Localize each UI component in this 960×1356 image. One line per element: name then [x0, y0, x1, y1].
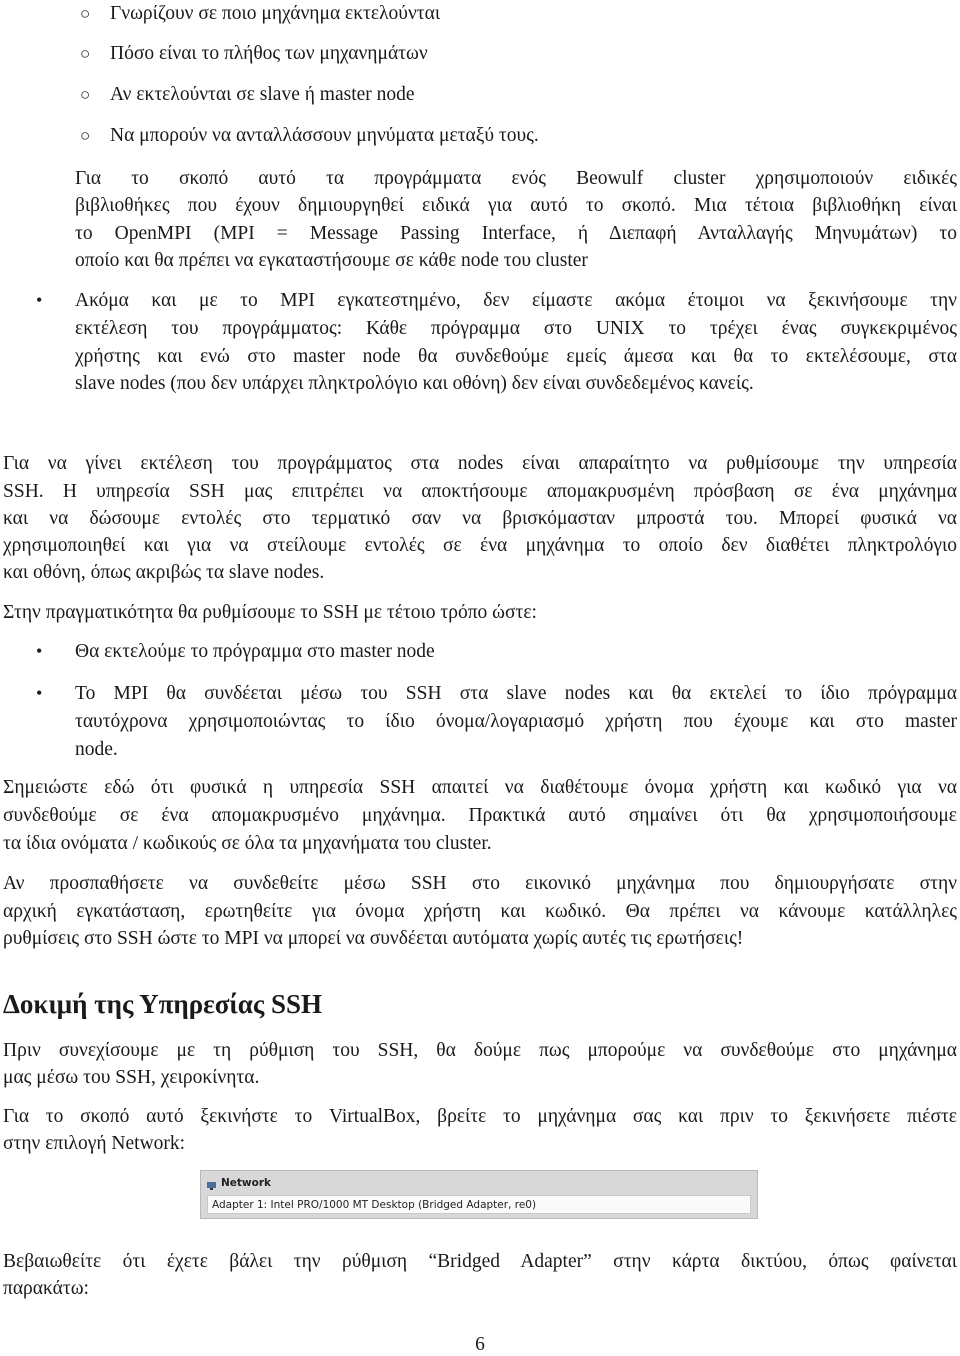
paragraph-line: παρακάτω:	[3, 1278, 89, 1299]
network-icon	[207, 1182, 216, 1190]
sub-bullet-icon: ○	[80, 126, 91, 145]
sub-bullet-icon: ○	[80, 44, 91, 63]
bullet-line: Ακόμα και με το MPI εγκατεστημένο, δεν είμαστε ακόμα έτοιμοι να ξεκινήσουμε την	[75, 290, 957, 311]
section-heading: Δοκιμή της Υπηρεσίας SSH	[3, 989, 323, 1019]
paragraph-line: μας μέσω του SSH, χειροκίνητα.	[3, 1067, 260, 1088]
bullet-line: εκτέλεση του προγράμματος: Κάθε πρόγραμμα στο UNIX το τρέχει ένας συγκεκριμένος	[75, 318, 957, 339]
paragraph-line: το OpenMPI (MPI = Message Passing Interface, ή Διεπαφή Ανταλλαγής Μηνυμάτων) το	[75, 223, 957, 244]
network-settings-screenshot	[200, 1170, 758, 1219]
paragraph-line: Πριν συνεχίσουμε με τη ρύθμιση του SSH, θα δούμε πως μπορούμε να συνδεθούμε στο μηχάνημα	[3, 1040, 957, 1061]
bullet-line: Θα εκτελούμε το πρόγραμμα στο master node	[75, 641, 435, 662]
paragraph-line: Για το σκοπό αυτό τα προγράμματα ενός Beowulf cluster χρησιμοποιούν ειδικές	[75, 168, 957, 189]
network-section-title	[209, 1176, 271, 1190]
bullet-line: χρήστης και ενώ στο master node θα συνδεθούμε εμείς άμεσα και θα το εκτελέσουμε, στα	[75, 346, 957, 367]
bullet-line: Το MPI θα συνδέεται μέσω του SSH στα slave nodes και θα εκτελεί το ίδιο πρόγραμμα	[75, 683, 957, 704]
paragraph-line: βιβλιοθήκες που έχουν δημιουργηθεί ειδικά για αυτό το σκοπό. Μια τέτοια βιβλιοθήκη είναι	[75, 195, 957, 216]
paragraph-line: τα ίδια ονόματα / κωδικούς σε όλα τα μηχανήματα του cluster.	[3, 833, 492, 854]
bullet-icon: •	[36, 641, 43, 661]
paragraph-line: οποίο και θα πρέπει να εγκαταστήσουμε σε κάθε node του cluster	[75, 250, 588, 271]
sub-list-item: Να μπορούν να ανταλλάσσουν μηνύματα μεταξύ τους.	[110, 125, 539, 146]
bullet-icon: •	[36, 290, 43, 310]
paragraph-line: στην επιλογή Network:	[3, 1133, 186, 1154]
sub-list-item: Γνωρίζουν σε ποιο μηχάνημα εκτελούνται	[110, 3, 441, 24]
paragraph-line: χρησιμοποιηθεί και για να στείλουμε εντολές σε ένα μηχάνημα το οποίο δεν διαθέτει πληκτρολόγιο	[3, 535, 957, 556]
adapter-text: Adapter 1: Intel PRO/1000 MT Desktop (Bridged Adapter, re0)	[212, 1199, 537, 1211]
bullet-line: slave nodes (που δεν υπάρχει πληκτρολόγιο και οθόνη) δεν είναι συνδεδεμένος κανείς.	[75, 373, 754, 394]
paragraph-line: Βεβαιωθείτε ότι έχετε βάλει την ρύθμιση “Bridged Adapter” στην κάρτα δικτύου, όπως φαίνεται	[3, 1251, 957, 1272]
bullet-line: ταυτόχρονα χρησιμοποιώντας το ίδιο όνομα/λογαριασμό χρήστη που έχουμε και στο master	[75, 711, 957, 732]
bullet-line: node.	[75, 739, 118, 760]
paragraph-line: Για να γίνει εκτέλεση του προγράμματος στα nodes είναι απαραίτητο να ρυθμίσουμε την υπηρεσία	[3, 453, 957, 474]
sub-bullet-icon: ○	[80, 85, 91, 104]
sub-list-item: Αν εκτελούνται σε slave ή master node	[110, 84, 415, 105]
sub-bullet-icon: ○	[80, 4, 91, 23]
paragraph-line: και οθόνη, όπως ακριβώς τα slave nodes.	[3, 562, 325, 583]
paragraph-line: ρυθμίσεις στο SSH ώστε το MPI να μπορεί να συνδέεται αυτόματα χωρίς αυτές τις ερωτήσεις!	[3, 928, 744, 949]
paragraph-line: αρχική εγκατάσταση, ερωτηθείτε για όνομα χρήστη και κωδικό. Θα πρέπει να κάνουμε κατάλληλες	[3, 901, 957, 922]
paragraph-line: και να δώσουμε εντολές στο τερματικό σαν να βρισκόμασταν μπροστά του. Μπορεί φυσικά να	[3, 508, 957, 529]
page-number: 6	[475, 1334, 485, 1355]
network-title-text: Network	[221, 1177, 272, 1189]
paragraph-line: Για το σκοπό αυτό ξεκινήστε το VirtualBox, βρείτε το μηχάνημα σας και πριν το ξεκινήσετε πιέστε	[3, 1106, 957, 1127]
paragraph-line: Αν προσπαθήσετε να συνδεθείτε μέσω SSH στο εικονικό μηχάνημα που δημιουργήσατε στην	[3, 873, 957, 894]
bullet-icon: •	[36, 683, 43, 703]
sub-list-item: Πόσο είναι το πλήθος των μηχανημάτων	[110, 43, 428, 64]
paragraph-line: SSH. Η υπηρεσία SSH μας επιτρέπει να αποκτήσουμε απομακρυσμένη πρόσβαση σε ένα μηχάνημα	[3, 481, 957, 502]
paragraph-line: συνδεθούμε σε ένα απομακρυσμένο μηχάνημα. Πρακτικά αυτό σημαίνει ότι θα χρησιμοποιήσουμε	[3, 805, 957, 826]
paragraph-line: Στην πραγματικότητα θα ρυθμίσουμε το SSH με τέτοιο τρόπο ώστε:	[3, 602, 537, 623]
paragraph-line: Σημειώστε εδώ ότι φυσικά η υπηρεσία SSH απαιτεί να διαθέτουμε όνομα χρήστη και κωδικό για να	[3, 777, 957, 798]
adapter-row	[207, 1195, 751, 1214]
